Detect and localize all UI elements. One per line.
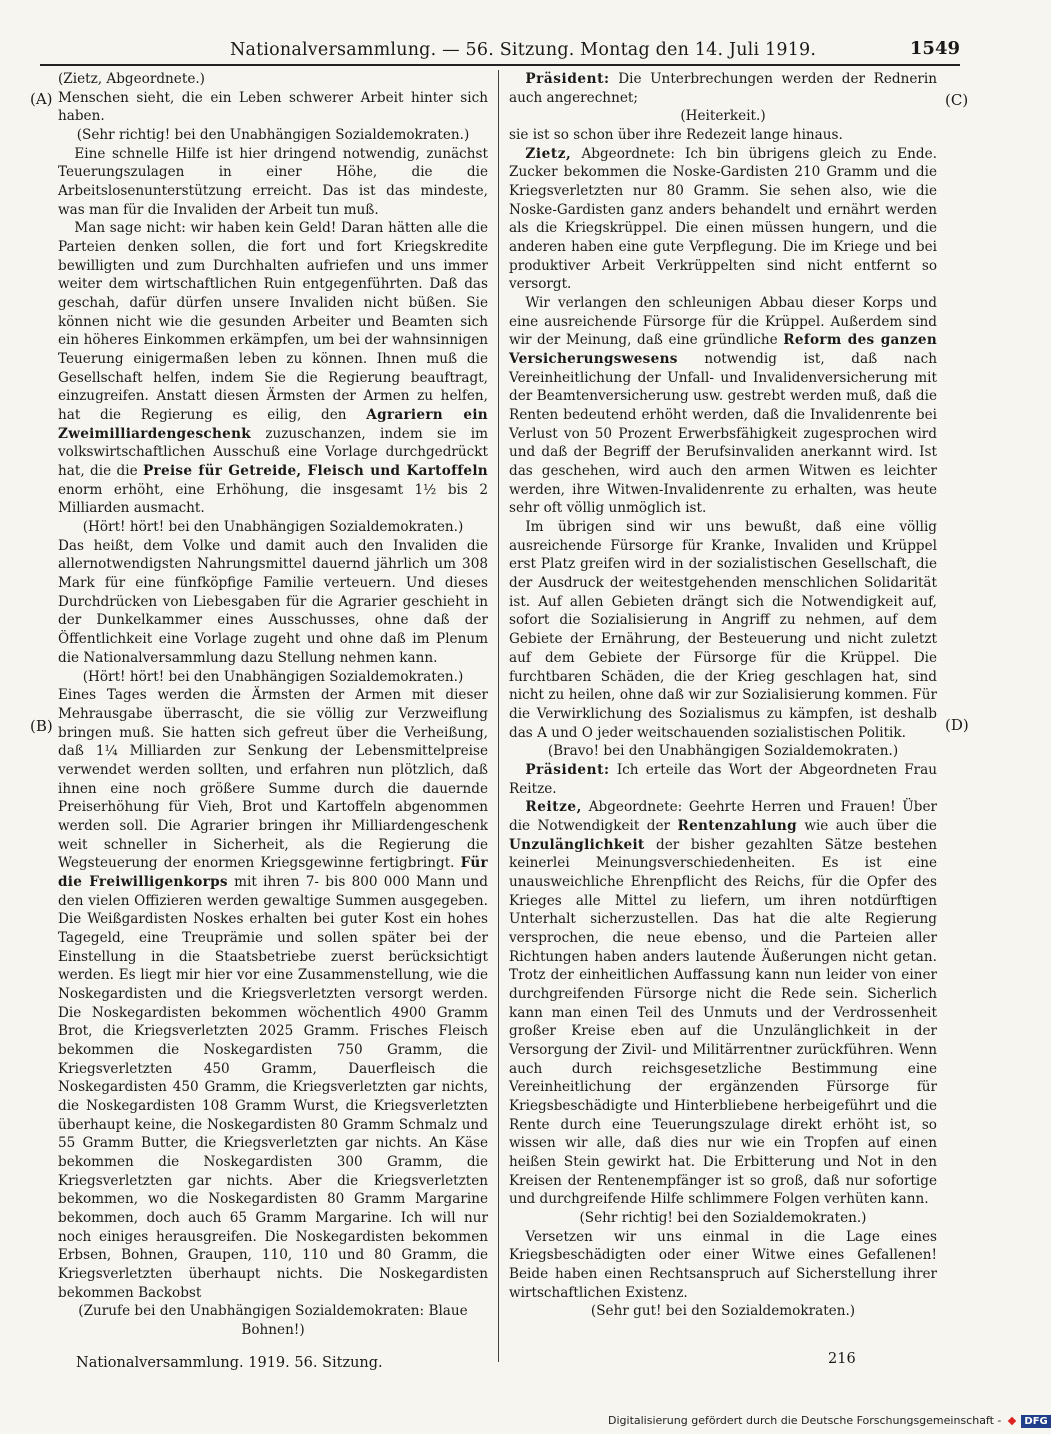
interjection: (Sehr richtig! bei den Unabhängigen Sozialdemokraten.) — [76, 127, 470, 144]
text-run: Eines Tages werden die Ärmsten der Armen mit dieser Mehrausgabe überrascht, die sie völlig zur Verzweiflung bringen muß. Sie hatten sich gefreut über die Verheißung, daß 1¼ Milliarden zur Senkung der Lebensmittelpreise verwendet werden sollten, und erfahren nun plötzlich, daß ihnen eine noch größere Summe durch die dauernde Preiserhöhung für Vieh, Brot und Kartoffeln abgenommen werden soll. Die Agrarier bringen ihr Milliardengeschenk weit schneller in Sicherheit, als die Regierung die Wegsteuerung der enormen Kriegsgewinne fertigbringt. — [58, 687, 488, 872]
text-paragraph — [58, 686, 488, 1302]
text-run: Menschen sieht, die ein Leben schwerer Arbeit hinter sich haben. — [58, 89, 488, 125]
page-number: 1549 — [909, 38, 960, 59]
left-column — [58, 70, 488, 1340]
running-title: Nationalversammlung. — 56. Sitzung. Montag den 14. Juli 1919. — [230, 40, 817, 60]
text-paragraph — [58, 219, 488, 518]
speaker-name: Präsident: — [525, 761, 610, 778]
text-paragraph — [509, 1228, 937, 1303]
speaker-name: Zietz, — [525, 145, 572, 162]
text-paragraph — [58, 537, 488, 668]
dfg-diamond-icon — [1008, 1417, 1016, 1425]
text-paragraph — [509, 126, 937, 145]
speaker-name: Reitze, — [525, 799, 583, 816]
margin-label-d: (D) — [945, 716, 969, 734]
text-run: der bisher gezahlten Sätze bestehen keinerlei Meinungsverschiedenheiten. Es ist eine unausweichliche Ehrenpflicht des Reichs, für die Opfer des Krieges alle Mittel zu liefern, um ihren notdürftigen Unterhalt sicherzustellen. Das hat die alte Regierung versprochen, die neue ebenso, und die Parteien aller Richtungen haben anders lautende Äußerungen nicht getan. Trotz der einheitlichen Auffassung kann nun leider von einer durchgreifenden Fürsorge nicht die Rede sein. Sicherlich kann man einen Teil des Unmuts und der Verdrossenheit großer Kreise eben auf die Unzulänglichkeit in der Versorgung der Zivil- und Militärrentner zurückführen. Wenn auch durch reichsgesetzliche Bestimmung eine Vereinheitlichung der ergänzenden Fürsorge für Kriegsbeschädigte und Hinterbliebene herbeigeführt und die Rente durch eine Teuerungszulage direkt erhöht ist, so wissen wir alle, daß dies nur wie ein Tropfen auf einen heißen Stein gewirkt hat. Die Erbitterung und Not in den Kreisen der Rentenempfänger ist so groß, daß nur sofortige und durchgreifende Hilfe schlimmere Folgen verhüten kann. — [509, 836, 937, 1208]
digitization-note — [608, 1414, 1051, 1428]
speech-paragraph — [509, 70, 937, 107]
text-run: notwendig ist, daß nach Vereinheitlichung der Unfall- und Invalidenversicherung mit der Beamtenversicherung usw. gestrebt werden muß, daß die Renten bedeutend erhöht werden, daß die Invalidenrente bei Verlust von 50 Prozent Erwerbsfähigkeit zugesprochen wird und daß der Begriff der Berufsinvaliden anerkannt wird. Ist das geschehen, wird auch den armen Witwen es leichter werden, ihre Witwen-Invalidenrente zu erhalten, was heute sehr oft völlig unmöglich ist. — [509, 351, 937, 517]
margin-label-a: (A) — [30, 90, 53, 108]
speech-paragraph — [509, 761, 937, 798]
interjection: (Hört! hört! bei den Unabhängigen Sozialdemokraten.) — [82, 519, 464, 536]
emphasis-heading: Preise für Getreide, Fleisch und Kartoffeln — [143, 463, 488, 480]
speech-paragraph — [509, 145, 937, 294]
column-divider — [498, 70, 499, 1362]
text-paragraph — [58, 89, 488, 126]
text-run: (Zietz, Abgeordnete.) — [58, 71, 205, 87]
emphasis-heading: Agrariern ein Zweimilliardengeschenk — [58, 407, 488, 442]
text-paragraph — [58, 145, 488, 220]
text-run: wie auch über die — [804, 817, 937, 834]
interjection: (Heiterkeit.) — [680, 108, 766, 125]
text-run: enorm erhöht, eine Erhöhung, die insgesamt 1½ bis 2 Milliarden ausmacht. — [58, 481, 488, 517]
sheet-number: 216 — [828, 1351, 856, 1367]
text-paragraph — [58, 70, 488, 89]
emphasis-heading: Unzulänglichkeit — [509, 836, 645, 853]
speaker-name: Präsident: — [525, 71, 610, 87]
page-header — [40, 34, 960, 66]
speech-paragraph — [509, 798, 937, 1209]
header-rule — [40, 64, 960, 66]
speech-text: Abgeordnete: Ich bin übrigens gleich zu Ende. Zucker bekommen die Noske-Gardisten 210 Gramm und die Kriegsverletzten nur 80 Gramm. Sie sehen also, wie die Noske-Gardisten ganz anders behandelt und ernährt werden als die Kriegskrüppel. Die einen müssen hungern, und die anderen haben eine gute Verpflegung. Die im Kriege und bei produktiver Arbeit Verkrüppelten sind nicht entfernt so versorgt. — [509, 145, 937, 293]
text-run: Wir verlangen den schleunigen Abbau dieser Korps und eine ausreichende Fürsorge für die Krüppel. Außerdem sind wir der Meinung, daß eine gründliche — [509, 295, 937, 349]
text-run: Versetzen wir uns einmal in die Lage eines Kriegsbeschädigten oder einer Witwe eines Gefallenen! Beide haben einen Rechtsanspruch auf Sicherstellung ihrer wirtschaftlichen Existenz. — [509, 1228, 937, 1301]
speech-text: Abgeordnete: Geehrte Herren und Frauen! Über die Notwendigkeit der — [509, 799, 937, 834]
margin-label-b: (B) — [30, 717, 53, 735]
emphasis-heading: Für die Freiwilligenkorps — [58, 855, 489, 890]
text-run: Das heißt, dem Volke und damit auch den Invaliden die allernotwendigsten Nahrungsmittel dauernd jährlich um 308 Mark für eine fünfköpfige Familie verteuern. Und dieses Durchdrücken von Liebesgaben für die Agrarier geschieht in der Dunkelkammer eines Ausschusses, ohne daß der Öffentlichkeit eine Vorlage zugeht und ohne daß im Plenum die Nationalversammlung dazu Stellung nehmen kann. — [58, 537, 488, 666]
emphasis-heading: Reform des ganzen Versicherungswesens — [509, 332, 937, 368]
interjection: (Sehr gut! bei den Sozialdemokraten.) — [590, 1303, 856, 1320]
dfg-logo-icon: DFG — [1021, 1415, 1050, 1428]
text-run: Man sage nicht: wir haben kein Geld! Daran hätten alle die Parteien denken sollen, die fort und fort Kriegskredite bewilligten und zum Durchhalten aufriefen und uns immer weiter dem wirtschaftlichen Ruin entgegenführten. Daß das geschah, dafür dürfen unsere Invaliden nicht büßen. Sie können nicht wie die gesunden Arbeiter und Beamten sich ein höheres Einkommen erkämpfen, um bei der wahnsinnigen Teuerung einigermaßen leben zu können. Ihnen muß die Gesellschaft helfen, indem Sie die Regierung beauftragt, einzugreifen. Anstatt diesen Ärmsten der Armen zu helfen, hat die Regierung es eilig, den — [58, 220, 488, 424]
footer-signature: Nationalversammlung. 1919. 56. Sitzung. — [76, 1355, 383, 1371]
text-run: sie ist so schon über ihre Redezeit lange hinaus. — [509, 127, 843, 144]
text-paragraph — [509, 294, 937, 518]
emphasis-heading: Rentenzahlung — [677, 817, 797, 834]
speech-text: Ich erteile das Wort der Abgeordneten Frau Reitze. — [509, 761, 937, 797]
interjection: (Hört! hört! bei den Unabhängigen Sozialdemokraten.) — [82, 668, 464, 685]
text-run: Im übrigen sind wir uns bewußt, daß eine völlig ausreichende Fürsorge für Kranke, Invaliden und Krüppel erst Platz greifen wird in der sozialistischen Gesellschaft, die der Ausdruck der weitestgehenden menschlichen Solidarität ist. Auf allen Gebieten drängt sich die Notwendigkeit auf, sofort die Sozialisierung in Angriff zu nehmen, auf dem Gebiete der Ernährung, der Besteuerung und nicht zuletzt auf dem Gebiete der Fürsorge für die Krüppel. Die furchtbaren Schäden, die der Krieg geschlagen hat, sind nicht zu heilen, ohne daß wir zur Sozialisierung kommen. Für die Verwirklichung des Sozialismus zu kämpfen, ist deshalb das A und O jeder weitschauenden sozialistischen Politik. — [509, 519, 937, 741]
speech-text: Die Unterbrechungen werden der Rednerin auch angerechnet; — [509, 71, 937, 106]
text-run: zuzuschanzen, indem sie im volkswirtschaftlichen Ausschuß eine Vorlage durchgedrückt hat, die die — [58, 425, 488, 480]
interjection: (Zurufe bei den Unabhängigen Sozialdemokraten: Blaue Bohnen!) — [78, 1303, 468, 1339]
interjection: (Sehr richtig! bei den Sozialdemokraten.) — [579, 1209, 867, 1226]
interjection: (Bravo! bei den Unabhängigen Sozialdemokraten.) — [547, 743, 899, 760]
text-run: Eine schnelle Hilfe ist hier dringend notwendig, zunächst Teuerungszulagen in einer Höhe, die die Arbeitslosenunterstützung erreicht. Das ist das mindeste, was man für die Invaliden der Arbeit tun muß. — [58, 145, 488, 218]
margin-label-c: (C) — [945, 91, 969, 109]
digitization-text: Digitalisierung gefördert durch die Deutsche Forschungsgemeinschaft - — [608, 1414, 1002, 1427]
right-column — [509, 70, 937, 1321]
text-run: mit ihren 7- bis 800 000 Mann und den vielen Offizieren werden gewaltige Summen ausgegeben. Die Weißgardisten Noskes erhalten bei guter Kost ein hohes Tagegeld, eine Treuprämie und sollen später bei der Einstellung in die Staatsbetriebe zuerst berücksichtigt werden. Es liegt mir hier vor eine Zusammenstellung, wie die Noskegardisten und die Kriegsverletzten versorgt werden. Die Noskegardisten bekommen wöchentlich 4900 Gramm Brot, die Kriegsverletzten 2025 Gramm. Frisches Fleisch bekommen die Noskegardisten 750 Gramm, die Kriegsverletzten 450 Gramm, Dauerfleisch die Noskegardisten 450 Gramm, die Kriegsverletzten gar nichts, die Noskegardisten 108 Gramm Wurst, die Kriegsverletzten überhaupt keine, die Noskegardisten 80 Gramm Schmalz und 55 Gramm Butter, die Kriegsverletzten gar nichts. An Käse bekommen die Noskegardisten 300 Gramm, die Kriegsverletzten gar nichts. Aber die Kriegsverletzten bekommen, wo die Noskegardisten 80 Gramm Margarine bekommen, doch auch 65 Gramm Margarine. Ich will nur noch einiges herausgreifen. Die Noskegardisten bekommen Erbsen, Bohnen, Graupen, 110, 110 und 80 Gramm, die Kriegsverletzten überhaupt nichts. Die Noskegardisten bekommen Backobst — [58, 873, 488, 1301]
text-paragraph — [509, 518, 937, 742]
